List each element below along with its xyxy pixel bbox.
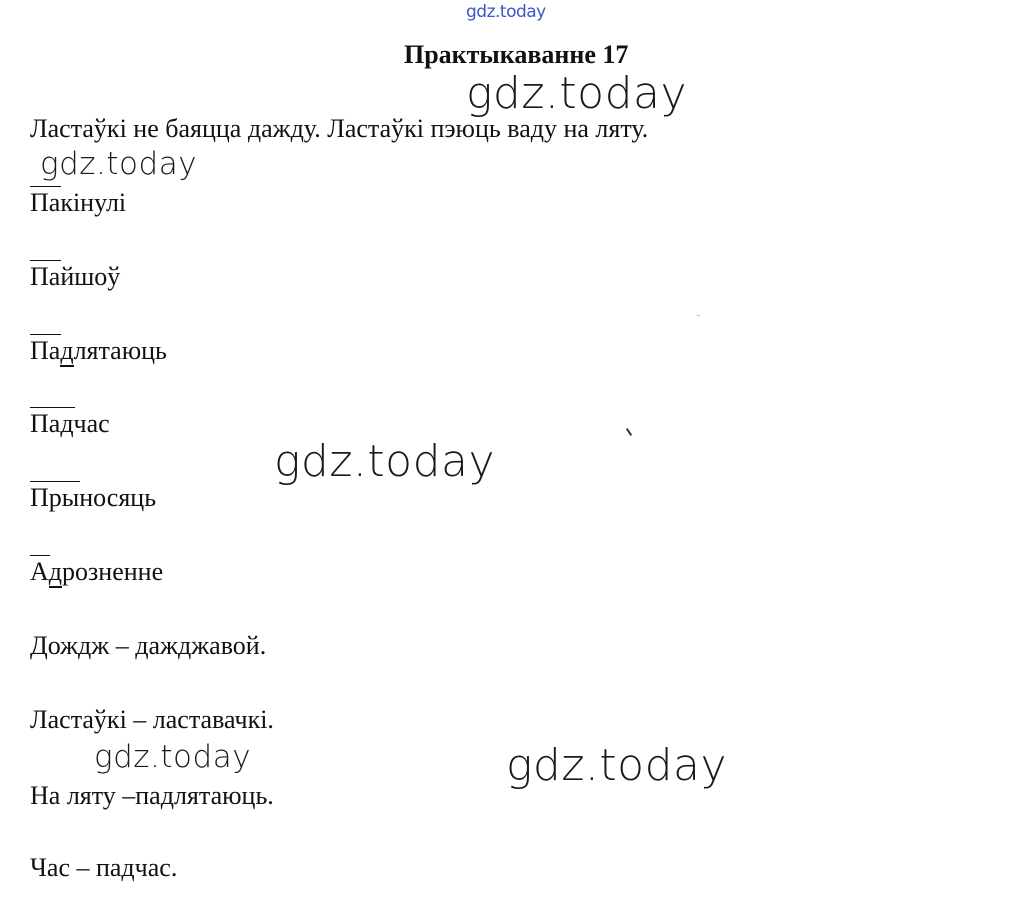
word-rest: лятаюць <box>73 336 167 365</box>
pair-line-3: На ляту –падлятаюць. <box>30 781 274 810</box>
word-rest: кінулі <box>60 188 127 217</box>
word-prefix: Па <box>30 188 61 217</box>
word-line-4 <box>30 409 110 439</box>
scan-speck <box>697 315 700 316</box>
word-prefix: Пад <box>30 409 74 438</box>
word-line-6 <box>30 557 163 587</box>
word-prefix: Па <box>30 262 61 291</box>
pair-line-2: Ластаўкі – ластавачкі. <box>30 705 274 734</box>
watermark-5: gdz.today <box>506 740 728 791</box>
word-rest: розненне <box>62 557 164 586</box>
page-title: Практыкаванне 17 <box>404 40 629 69</box>
word-prefix: Па <box>30 336 61 365</box>
word-root: д <box>60 336 74 365</box>
word-rest: носяць <box>79 483 157 512</box>
scan-mark <box>626 428 632 436</box>
word-rest: час <box>73 409 110 438</box>
word-rest: йшоў <box>60 262 121 291</box>
word-line-1 <box>30 188 126 218</box>
pair-line-4: Час – падчас. <box>30 853 178 882</box>
pair-line-1: Дождж – дажджавой. <box>30 631 267 660</box>
word-line-3 <box>30 336 167 366</box>
top-watermark: gdz.today <box>466 2 546 22</box>
watermark-3: gdz.today <box>274 436 496 487</box>
sentence-text: Ластаўкі не баяцца дажду. Ластаўкі пэюць ваду на ляту. <box>30 114 649 143</box>
word-prefix: А <box>30 557 49 586</box>
word-line-2 <box>30 262 120 292</box>
watermark-4: gdz.today <box>94 739 252 775</box>
word-root: д <box>48 557 63 586</box>
word-line-5 <box>30 483 156 513</box>
watermark-2: gdz.today <box>40 146 198 182</box>
watermark-1: gdz.today <box>466 68 688 119</box>
word-prefix: Пры <box>30 483 80 512</box>
